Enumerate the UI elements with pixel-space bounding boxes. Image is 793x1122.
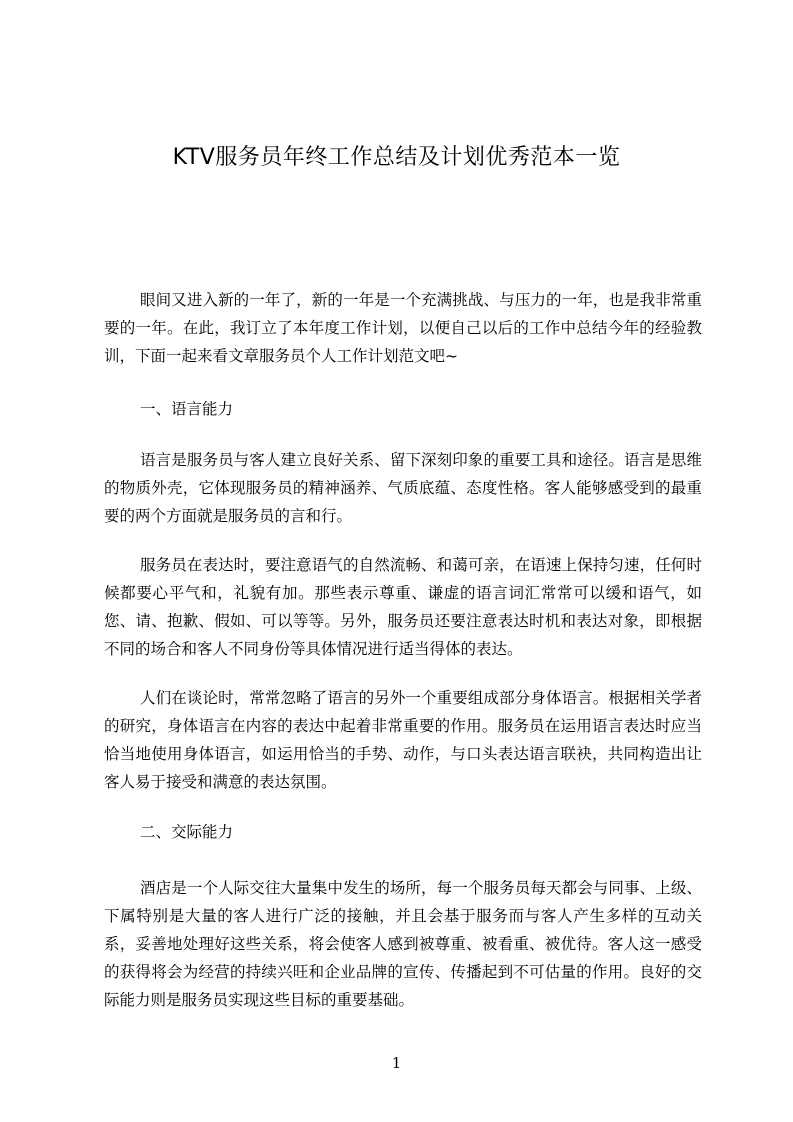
paragraph: 酒店是一个人际交往大量集中发生的场所，每一个服务员每天都会与同事、上级、下属特别是大量的客人进行广泛的接触，并且会基于服务而与客人产生多样的互动关系，妥善地处理好这些关系，将会使客人感到被尊重、被看重、被优待。客人这一感受的获得将会为经营的持续兴旺和企业品牌的宣传、传播起到不可估量的作用。良好的交际能力则是服务员实现这些目标的重要基础。: [104, 879, 702, 1009]
paragraph: 服务员在表达时，要注意语气的自然流畅、和蔼可亲，在语速上保持匀速，任何时候都要心平气和，礼貌有加。那些表示尊重、谦虚的语言词汇常常可以缓和语气，如您、请、抱歉、假如、可以等等。另外，服务员还要注意表达时机和表达对象，即根据不同的场合和客人不同身份等具体情况进行适当得体的表达。: [104, 556, 702, 658]
section-heading-communication: 二、交际能力: [140, 823, 234, 841]
paragraph: 人们在谈论时，常常忽略了语言的另外一个重要组成部分身体语言。根据相关学者的研究，身体语言在内容的表达中起着非常重要的作用。服务员在运用语言表达时应当恰当地使用身体语言，如运用恰当的手势、动作，与口头表达语言联袂，共同构造出让客人易于接受和满意的表达氛围。: [104, 689, 702, 791]
paragraph: 语言是服务员与客人建立良好关系、留下深刻印象的重要工具和途径。语言是思维的物质外壳，它体现服务员的精神涵养、气质底蕴、态度性格。客人能够感受到的最重要的两个方面就是服务员的言和行。: [104, 451, 702, 525]
page-number: 1: [391, 1054, 402, 1072]
intro-paragraph: 眼间又进入新的一年了，新的一年是一个充满挑战、与压力的一年，也是我非常重要的一年。在此，我订立了本年度工作计划，以便自己以后的工作中总结今年的经验教训，下面一起来看文章服务员个人工作计划范文吧~: [104, 291, 702, 365]
document-title: KTV服务员年终工作总结及计划优秀范本一览: [172, 145, 621, 170]
section-heading-language: 一、语言能力: [140, 400, 234, 418]
